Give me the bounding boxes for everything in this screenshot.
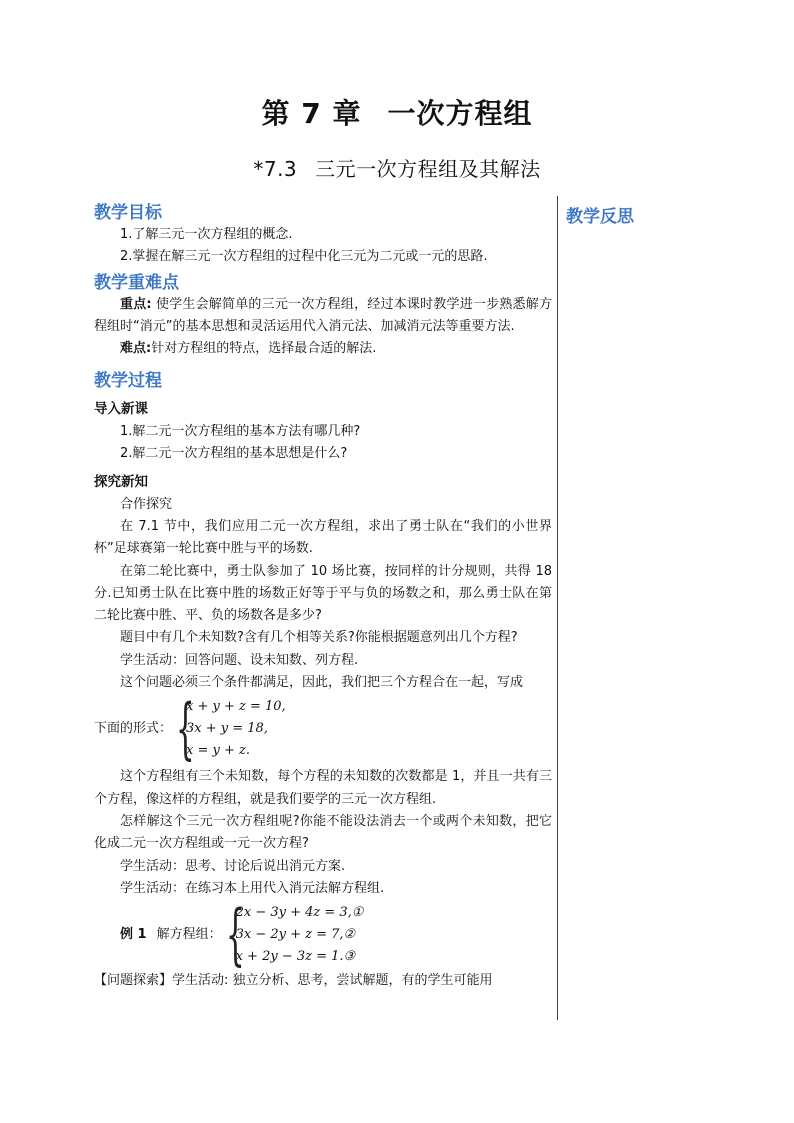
difficulty-label: 难点: [120,341,152,357]
focus-paragraph [94,294,552,339]
intro-heading: 导入新课 [94,401,148,418]
equations [236,902,364,968]
intro-item: 2.解二元一次方程组的基本思想是什么? [120,446,348,462]
equation: x + 2y − 3z = 1.③ [235,949,356,965]
equation-system-1 [94,690,552,768]
equation: x = y + z. [186,743,250,759]
example-text: 解方程组： [156,926,222,942]
goal-item: 1.了解三元一次方程组的概念. [120,227,293,242]
explore-line: 在第二轮比赛中，勇士队参加了 10 场比赛，按同样的计分规则，共得 18 分.已知勇士队在比赛中胜的场数正好等于平与负的场数之和，那么勇士队在第二轮比赛中胜、平、负的场数各是多少? [94,563,552,624]
difficulty-text: 针对方程组的特点，选择最合适的解法. [151,341,377,357]
explore-line: 合作探究 [120,496,173,512]
explore-line: 题目中有几个未知数?含有几个相等关系?你能根据题意列出几个方程? [120,630,518,646]
explore-heading: 探究新知 [94,474,148,491]
example-label: 例 1 [120,926,147,942]
equation: x + y + z = 10, [186,699,286,715]
intro-item: 1.解二元一次方程组的基本方法有哪几种? [120,423,361,439]
explore-line: 这个问题必须三个条件都满足，因此，我们把三个方程合在一起，写成 [120,675,524,691]
goals-heading: 教学目标 [94,203,162,223]
equation-system-2 [94,896,552,974]
brace-icon: { [225,896,245,974]
focus-text: 使学生会解简单的三元一次方程组，经过本课时教学进一步熟悉解方程组时“消元”的基本思想和灵活运用代入消元法、加减消元法等重要方法. [94,296,552,334]
explore-line: 学生活动：思考、讨论后说出消元方案. [120,858,346,874]
difficulty-paragraph [94,338,552,360]
form-label: 下面的形式： [94,721,173,737]
reflection-heading: 教学反思 [566,207,634,227]
explore-line: 学生活动：回答问题、设未知数、列方程. [120,652,359,668]
explore-line: 学生活动：在练习本上用代入消元法解方程组. [120,880,385,896]
process-heading: 教学过程 [94,371,162,392]
chapter-name: 一次方程组 [387,97,533,130]
explore-line: 【问题探索】学生活动: 独立分析、思考，尝试解题，有的学生可能用 [94,973,493,989]
key-heading: 教学重难点 [94,272,179,293]
equations [186,696,286,762]
brace-icon: { [175,690,195,768]
section-name: 三元一次方程组及其解法 [315,157,541,181]
explore-line: 这个方程组有三个未知数，每个方程的未知数的次数都是 1，并且一共有三个方程，像这样的方程组，就是我们要学的三元一次方程组. [94,769,552,807]
explore-line: 怎样解这个三元一次方程组呢?你能不能设法消去一个或两个未知数，把它化成二元一次方程组或一元一次方程? [94,813,552,852]
section-number: *7.3 [253,157,298,181]
chapter-title [0,92,794,132]
focus-label: 重点: [120,296,152,312]
goal-item: 2.掌握在解三元一次方程组的过程中化三元为二元或一元的思路. [120,249,488,265]
equation: 3x − 2y + z = 7,② [235,927,356,943]
column-divider [557,196,558,1020]
chapter-number: 第 7 章 [261,97,362,130]
main-content [94,202,552,992]
explore-line: 在 7.1 节中，我们应用二元一次方程组，求出了勇士队在“我们的小世界杯”足球赛第一轮比赛中胜与平的场数. [94,518,552,557]
equation: 3x + y = 18, [186,721,268,737]
equation: 2x − 3y + 4z = 3,① [235,905,364,921]
section-title [0,153,794,182]
